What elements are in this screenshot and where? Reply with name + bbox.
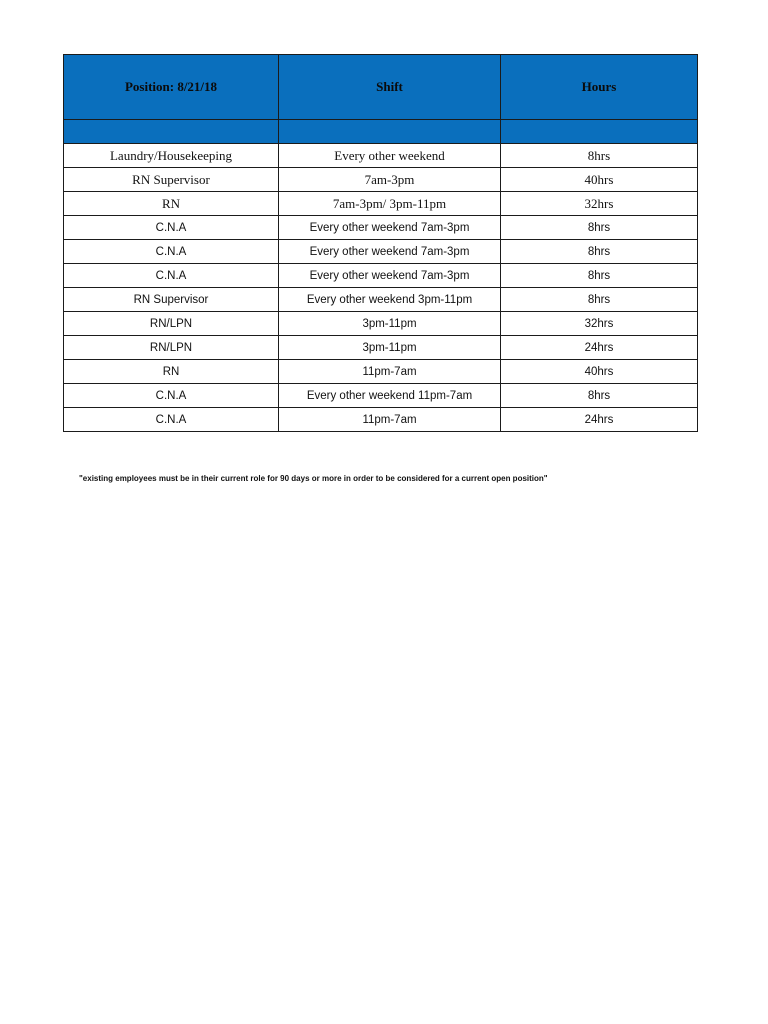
hours-cell: 8hrs [501, 264, 698, 288]
position-cell: C.N.A [64, 216, 279, 240]
shift-cell: Every other weekend 7am-3pm [279, 216, 501, 240]
position-cell: RN/LPN [64, 336, 279, 360]
shift-cell: Every other weekend 7am-3pm [279, 240, 501, 264]
shift-cell: 3pm-11pm [279, 336, 501, 360]
table-row [64, 336, 698, 360]
position-cell: C.N.A [64, 408, 279, 432]
shift-cell: 11pm-7am [279, 408, 501, 432]
table-row [64, 264, 698, 288]
hours-cell: 8hrs [501, 288, 698, 312]
blue-band-row [64, 120, 698, 144]
open-positions-table [63, 54, 698, 432]
position-cell: RN Supervisor [64, 288, 279, 312]
header-hours: Hours [501, 55, 698, 120]
position-cell: C.N.A [64, 240, 279, 264]
shift-cell: 11pm-7am [279, 360, 501, 384]
eligibility-footnote: "existing employees must be in their current role for 90 days or more in order to be considered for a current open position" [79, 474, 548, 483]
hours-cell: 40hrs [501, 360, 698, 384]
shift-cell: 7am-3pm/ 3pm-11pm [279, 192, 501, 216]
header-shift: Shift [279, 55, 501, 120]
position-cell: RN Supervisor [64, 168, 279, 192]
blue-band-cell [501, 120, 698, 144]
table-row [64, 408, 698, 432]
header-row [64, 55, 698, 120]
blue-band-cell [279, 120, 501, 144]
shift-cell: Every other weekend 11pm-7am [279, 384, 501, 408]
hours-cell: 40hrs [501, 168, 698, 192]
table-row [64, 288, 698, 312]
table-row [64, 312, 698, 336]
position-cell: Laundry/Housekeeping [64, 144, 279, 168]
shift-cell: Every other weekend 7am-3pm [279, 264, 501, 288]
hours-cell: 32hrs [501, 192, 698, 216]
hours-cell: 8hrs [501, 216, 698, 240]
hours-cell: 8hrs [501, 240, 698, 264]
position-cell: RN/LPN [64, 312, 279, 336]
table-row [64, 168, 698, 192]
hours-cell: 8hrs [501, 144, 698, 168]
table-row [64, 360, 698, 384]
hours-cell: 24hrs [501, 336, 698, 360]
table-row [64, 192, 698, 216]
position-cell: C.N.A [64, 384, 279, 408]
table-row [64, 240, 698, 264]
hours-cell: 8hrs [501, 384, 698, 408]
table-row [64, 144, 698, 168]
shift-cell: Every other weekend 3pm-11pm [279, 288, 501, 312]
shift-cell: 7am-3pm [279, 168, 501, 192]
position-cell: RN [64, 192, 279, 216]
blue-band-cell [64, 120, 279, 144]
open-positions-sheet [63, 54, 697, 432]
position-cell: RN [64, 360, 279, 384]
table-row [64, 216, 698, 240]
shift-cell: Every other weekend [279, 144, 501, 168]
table-row [64, 384, 698, 408]
shift-cell: 3pm-11pm [279, 312, 501, 336]
hours-cell: 24hrs [501, 408, 698, 432]
header-position: Position: 8/21/18 [64, 55, 279, 120]
hours-cell: 32hrs [501, 312, 698, 336]
position-cell: C.N.A [64, 264, 279, 288]
